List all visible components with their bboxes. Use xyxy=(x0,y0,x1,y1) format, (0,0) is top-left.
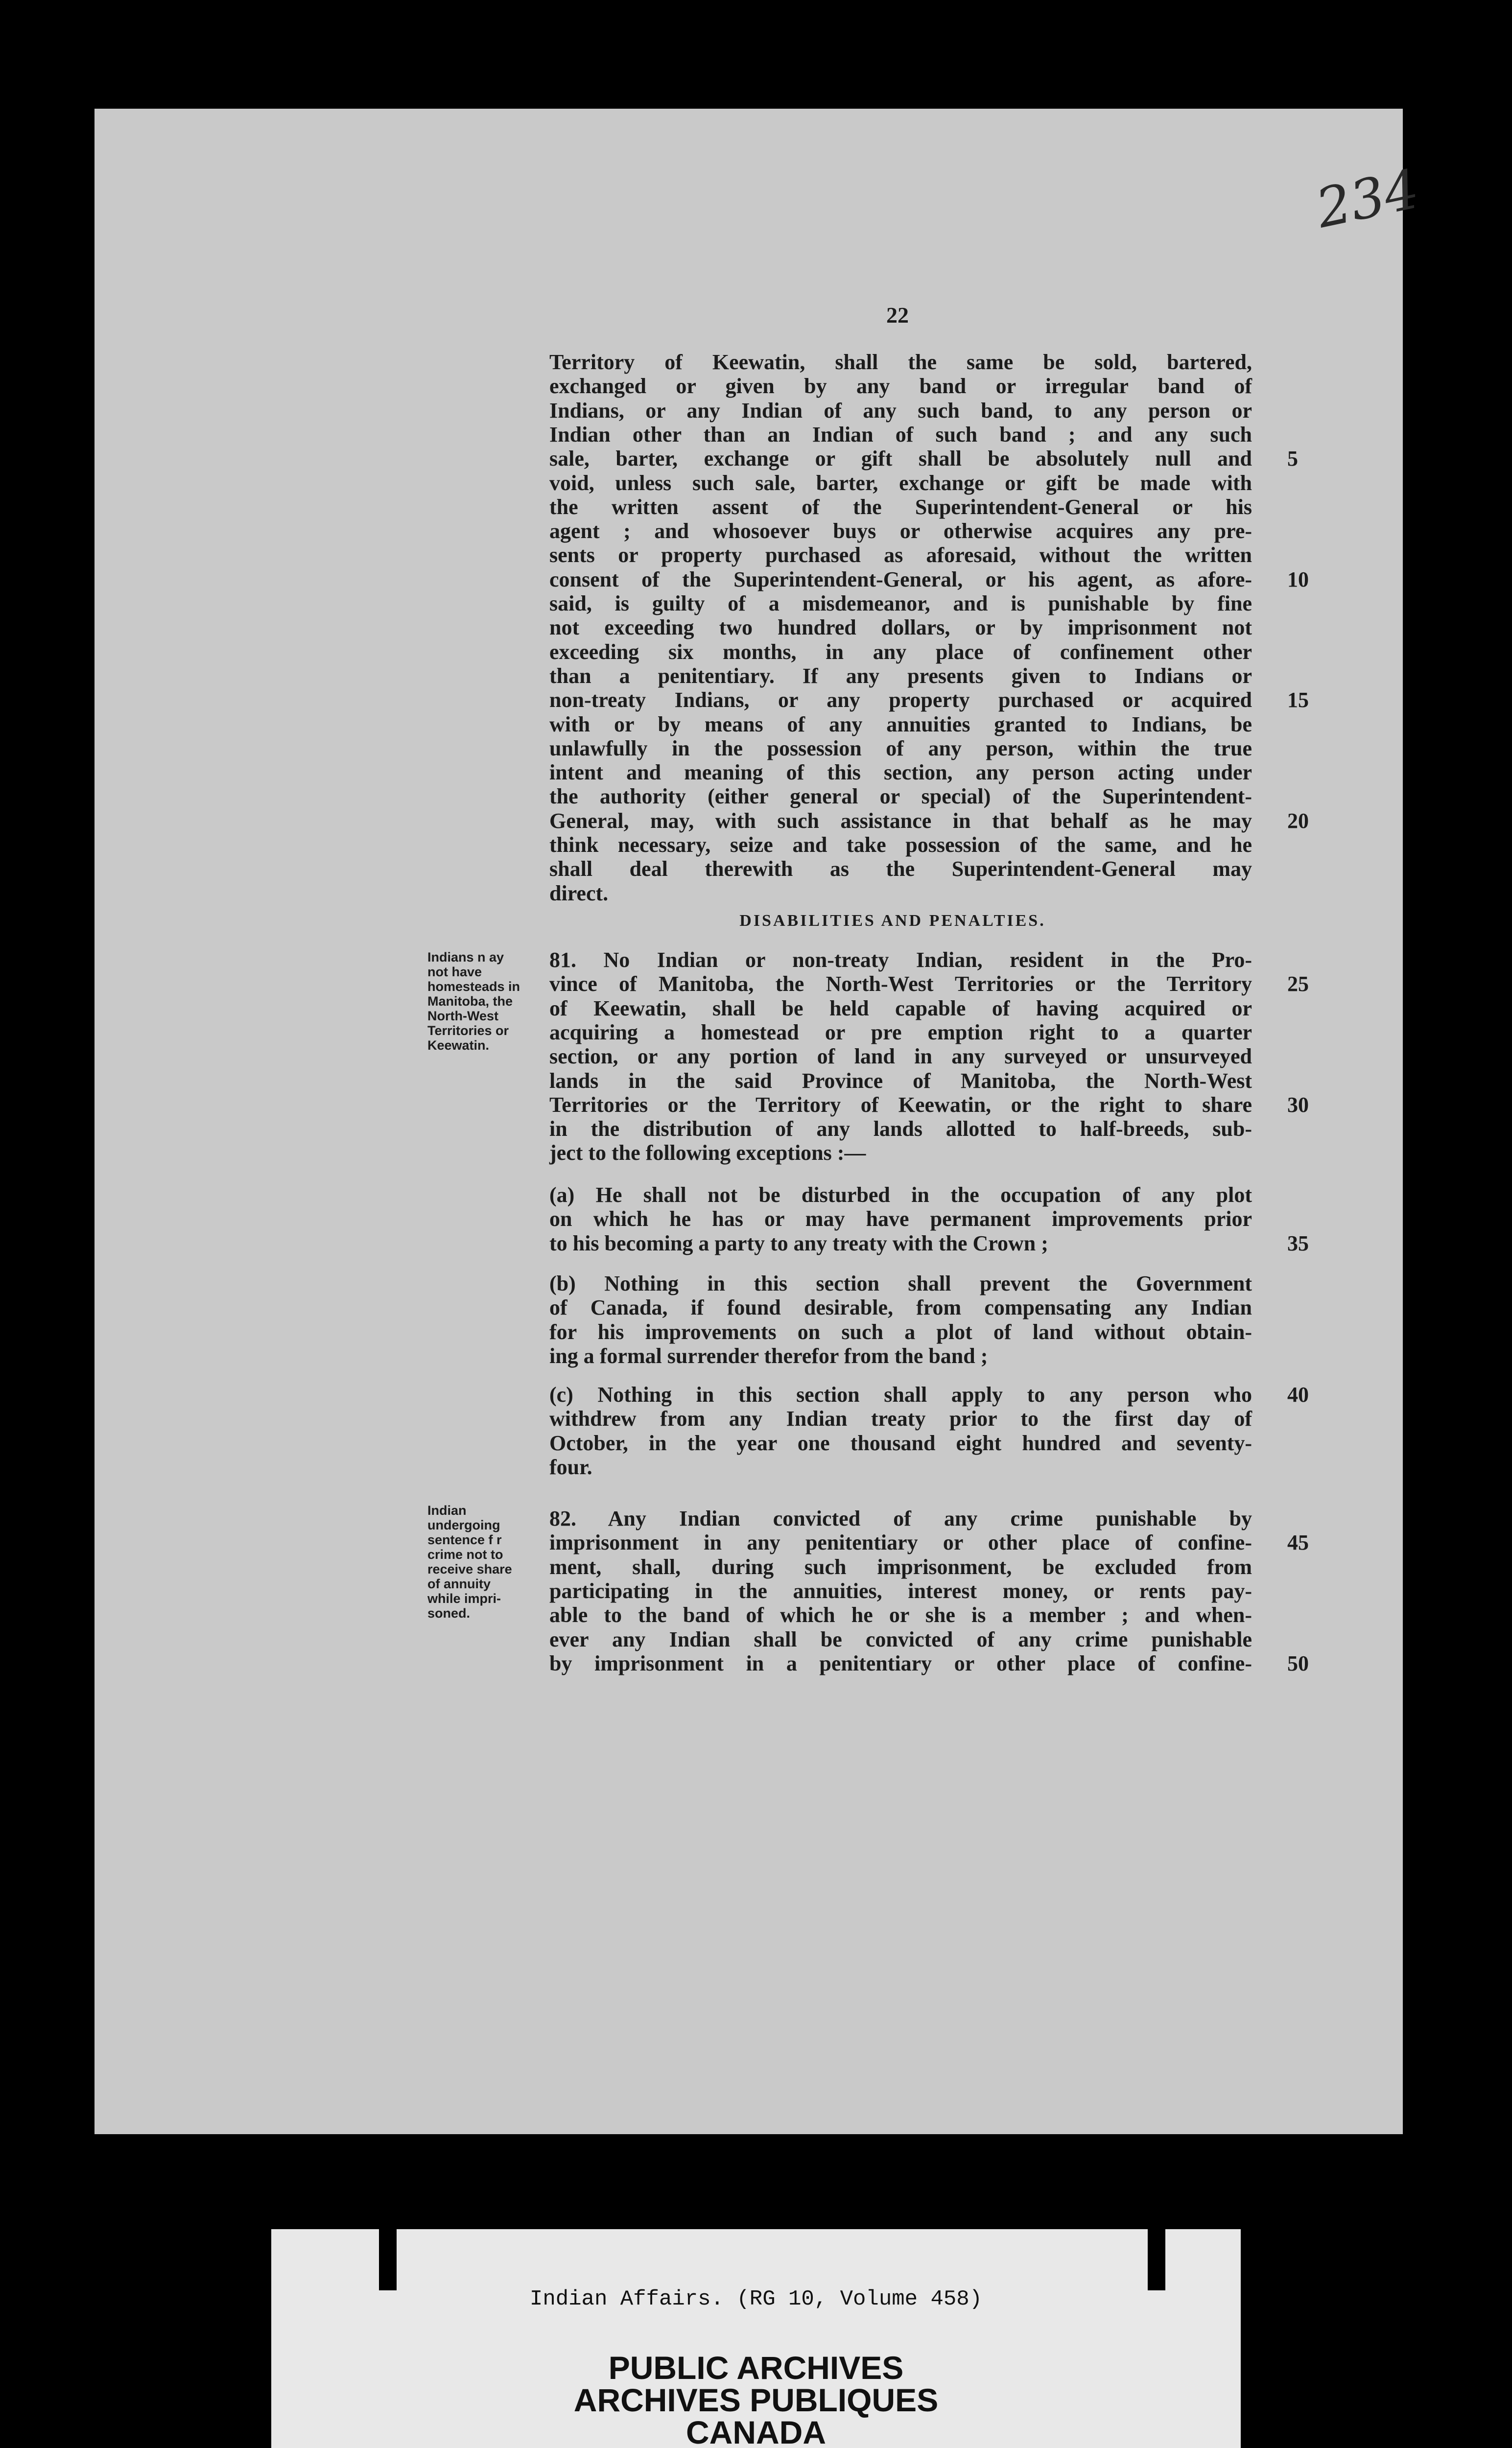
text-line: October, in the year one thousand eight hundred and seventy- xyxy=(549,1431,1252,1455)
text-line: section, or any portion of land in any surveyed or unsurveyed xyxy=(549,1044,1252,1069)
text-line: for his improvements on such a plot of land without obtain- xyxy=(549,1319,1252,1344)
text-line: sents or property purchased as aforesaid, without the written xyxy=(549,543,1252,567)
margin-note-line: Territories or xyxy=(427,1023,509,1038)
text-line: exceeding six months, in any place of confinement other xyxy=(549,639,1252,664)
document-page xyxy=(94,109,1424,2134)
margin-note-line: while impri- xyxy=(427,1591,501,1606)
margin-note-line: receive share xyxy=(427,1562,512,1577)
text-line: direct. xyxy=(549,881,609,905)
label-tab xyxy=(379,2229,397,2290)
margin-note-line: Indians n ay xyxy=(427,950,504,965)
text-line: agent ; and whosoever buys or otherwise acquires any pre- xyxy=(549,519,1252,543)
text-line: of Keewatin, shall be held capable of having acquired or xyxy=(549,996,1252,1020)
text-line: in the distribution of any lands allotted to half-breeds, sub- xyxy=(549,1117,1252,1141)
margin-note-line: Manitoba, the xyxy=(427,994,513,1009)
text-line: imprisonment in any penitentiary or other place of confine- xyxy=(549,1530,1252,1555)
margin-note-section-82 xyxy=(427,1503,547,1621)
text-line: ment, shall, during such imprisonment, be excluded from xyxy=(549,1554,1252,1579)
archive-label xyxy=(271,2229,1241,2448)
text-line: able to the band of which he or she is a member ; and when- xyxy=(549,1603,1252,1627)
margin-note-line: sentence f r xyxy=(427,1532,502,1547)
text-line: to his becoming a party to any treaty with the Crown ; xyxy=(549,1231,1048,1255)
line-number: 15 xyxy=(1287,688,1309,712)
text-line: think necessary, seize and take possession of the same, and he xyxy=(549,833,1252,857)
text-line: void, unless such sale, barter, exchange or gift be made with xyxy=(549,471,1252,495)
handwritten-folio-number: 234 xyxy=(1310,157,1424,240)
text-line: exchanged or given by any band or irregular band of xyxy=(549,374,1252,399)
text-line: the authority (either general or special) of the Superintendent- xyxy=(549,784,1252,809)
text-line: unlawfully in the possession of any person, within the true xyxy=(549,736,1252,760)
margin-note-line: Indian xyxy=(427,1503,467,1518)
text-line: (a) He shall not be disturbed in the occupation of any plot xyxy=(549,1183,1252,1207)
section-heading: DISABILITIES AND PENALTIES. xyxy=(739,912,1046,930)
line-number: 30 xyxy=(1287,1092,1309,1117)
text-line: than a penitentiary. If any presents given to Indians or xyxy=(549,663,1252,688)
line-number: 35 xyxy=(1287,1231,1309,1255)
text-line: the written assent of the Superintendent-General or his xyxy=(549,494,1252,519)
text-line: lands in the said Province of Manitoba, the North-West xyxy=(549,1068,1252,1093)
text-line: consent of the Superintendent-General, or his agent, as afore- xyxy=(549,567,1252,591)
line-number: 45 xyxy=(1287,1530,1309,1555)
margin-note-line: undergoing xyxy=(427,1518,500,1532)
text-line: (b) Nothing in this section shall prevent the Government xyxy=(549,1271,1252,1295)
text-line: vince of Manitoba, the North-West Territories or the Territory xyxy=(549,972,1252,996)
text-line: Indians, or any Indian of any such band, to any person or xyxy=(549,398,1252,423)
text-line: Territory of Keewatin, shall the same be sold, bartered, xyxy=(549,350,1252,374)
margin-note-line: crime not to xyxy=(427,1547,503,1562)
text-line: 82. Any Indian convicted of any crime punishable by xyxy=(549,1506,1252,1530)
margin-note-section-81 xyxy=(427,950,547,1053)
text-line: non-treaty Indians, or any property purchased or acquired xyxy=(549,688,1252,712)
text-line: not exceeding two hundred dollars, or by imprisonment not xyxy=(549,615,1252,640)
text-line: (c) Nothing in this section shall apply to any person who xyxy=(549,1383,1252,1407)
line-number: 10 xyxy=(1287,567,1309,591)
archive-line-1: PUBLIC ARCHIVES xyxy=(608,2350,904,2386)
text-line: acquiring a homestead or pre emption right to a quarter xyxy=(549,1020,1252,1044)
label-tabs xyxy=(271,2229,1241,2290)
text-line: intent and meaning of this section, any person acting under xyxy=(549,760,1252,785)
text-line: General, may, with such assistance in that behalf as he may xyxy=(549,808,1252,833)
text-line: by imprisonment in a penitentiary or other place of confine- xyxy=(549,1651,1252,1675)
text-line: sale, barter, exchange or gift shall be absolutely null and xyxy=(549,447,1252,471)
text-line: ject to the following exceptions :— xyxy=(549,1141,866,1165)
line-number: 25 xyxy=(1287,972,1309,996)
text-line: 81. No Indian or non-treaty Indian, resident in the Pro- xyxy=(549,948,1252,972)
archive-line-2: ARCHIVES PUBLIQUES xyxy=(573,2382,939,2418)
margin-note-line: soned. xyxy=(427,1606,471,1621)
line-number: 50 xyxy=(1287,1651,1309,1675)
text-line: Territories or the Territory of Keewatin, or the right to share xyxy=(549,1092,1252,1117)
page-number: 22 xyxy=(886,303,909,328)
margin-note-line: North-West xyxy=(427,1009,498,1023)
margin-note-line: not have xyxy=(427,965,482,979)
archive-line-3: CANADA xyxy=(686,2414,826,2448)
text-line: four. xyxy=(549,1455,592,1479)
text-line: Indian other than an Indian of such band ; and any such xyxy=(549,422,1252,447)
text-line: ing a formal surrender therefor from the band ; xyxy=(549,1343,988,1368)
line-number: 40 xyxy=(1287,1383,1309,1407)
margin-note-line: Keewatin. xyxy=(427,1038,490,1053)
margin-note-line: of annuity xyxy=(427,1577,491,1591)
text-line: on which he has or may have permanent improvements prior xyxy=(549,1207,1252,1231)
label-tab xyxy=(1148,2229,1165,2290)
text-line: participating in the annuities, interest money, or rents pay- xyxy=(549,1578,1252,1603)
line-number: 20 xyxy=(1287,808,1309,833)
text-line: shall deal therewith as the Superintendent-General may xyxy=(549,857,1252,881)
text-line: ever any Indian shall be convicted of any crime punishable xyxy=(549,1627,1252,1651)
margin-note-line: homesteads in xyxy=(427,979,520,994)
archive-citation: Indian Affairs. (RG 10, Volume 458) xyxy=(529,2287,983,2311)
text-line: of Canada, if found desirable, from compensating any Indian xyxy=(549,1295,1252,1320)
text-line: said, is guilty of a misdemeanor, and is punishable by fine xyxy=(549,591,1252,615)
text-line: with or by means of any annuities granted to Indians, be xyxy=(549,712,1252,736)
line-number: 5 xyxy=(1287,447,1298,471)
text-line: withdrew from any Indian treaty prior to the first day of xyxy=(549,1407,1252,1431)
